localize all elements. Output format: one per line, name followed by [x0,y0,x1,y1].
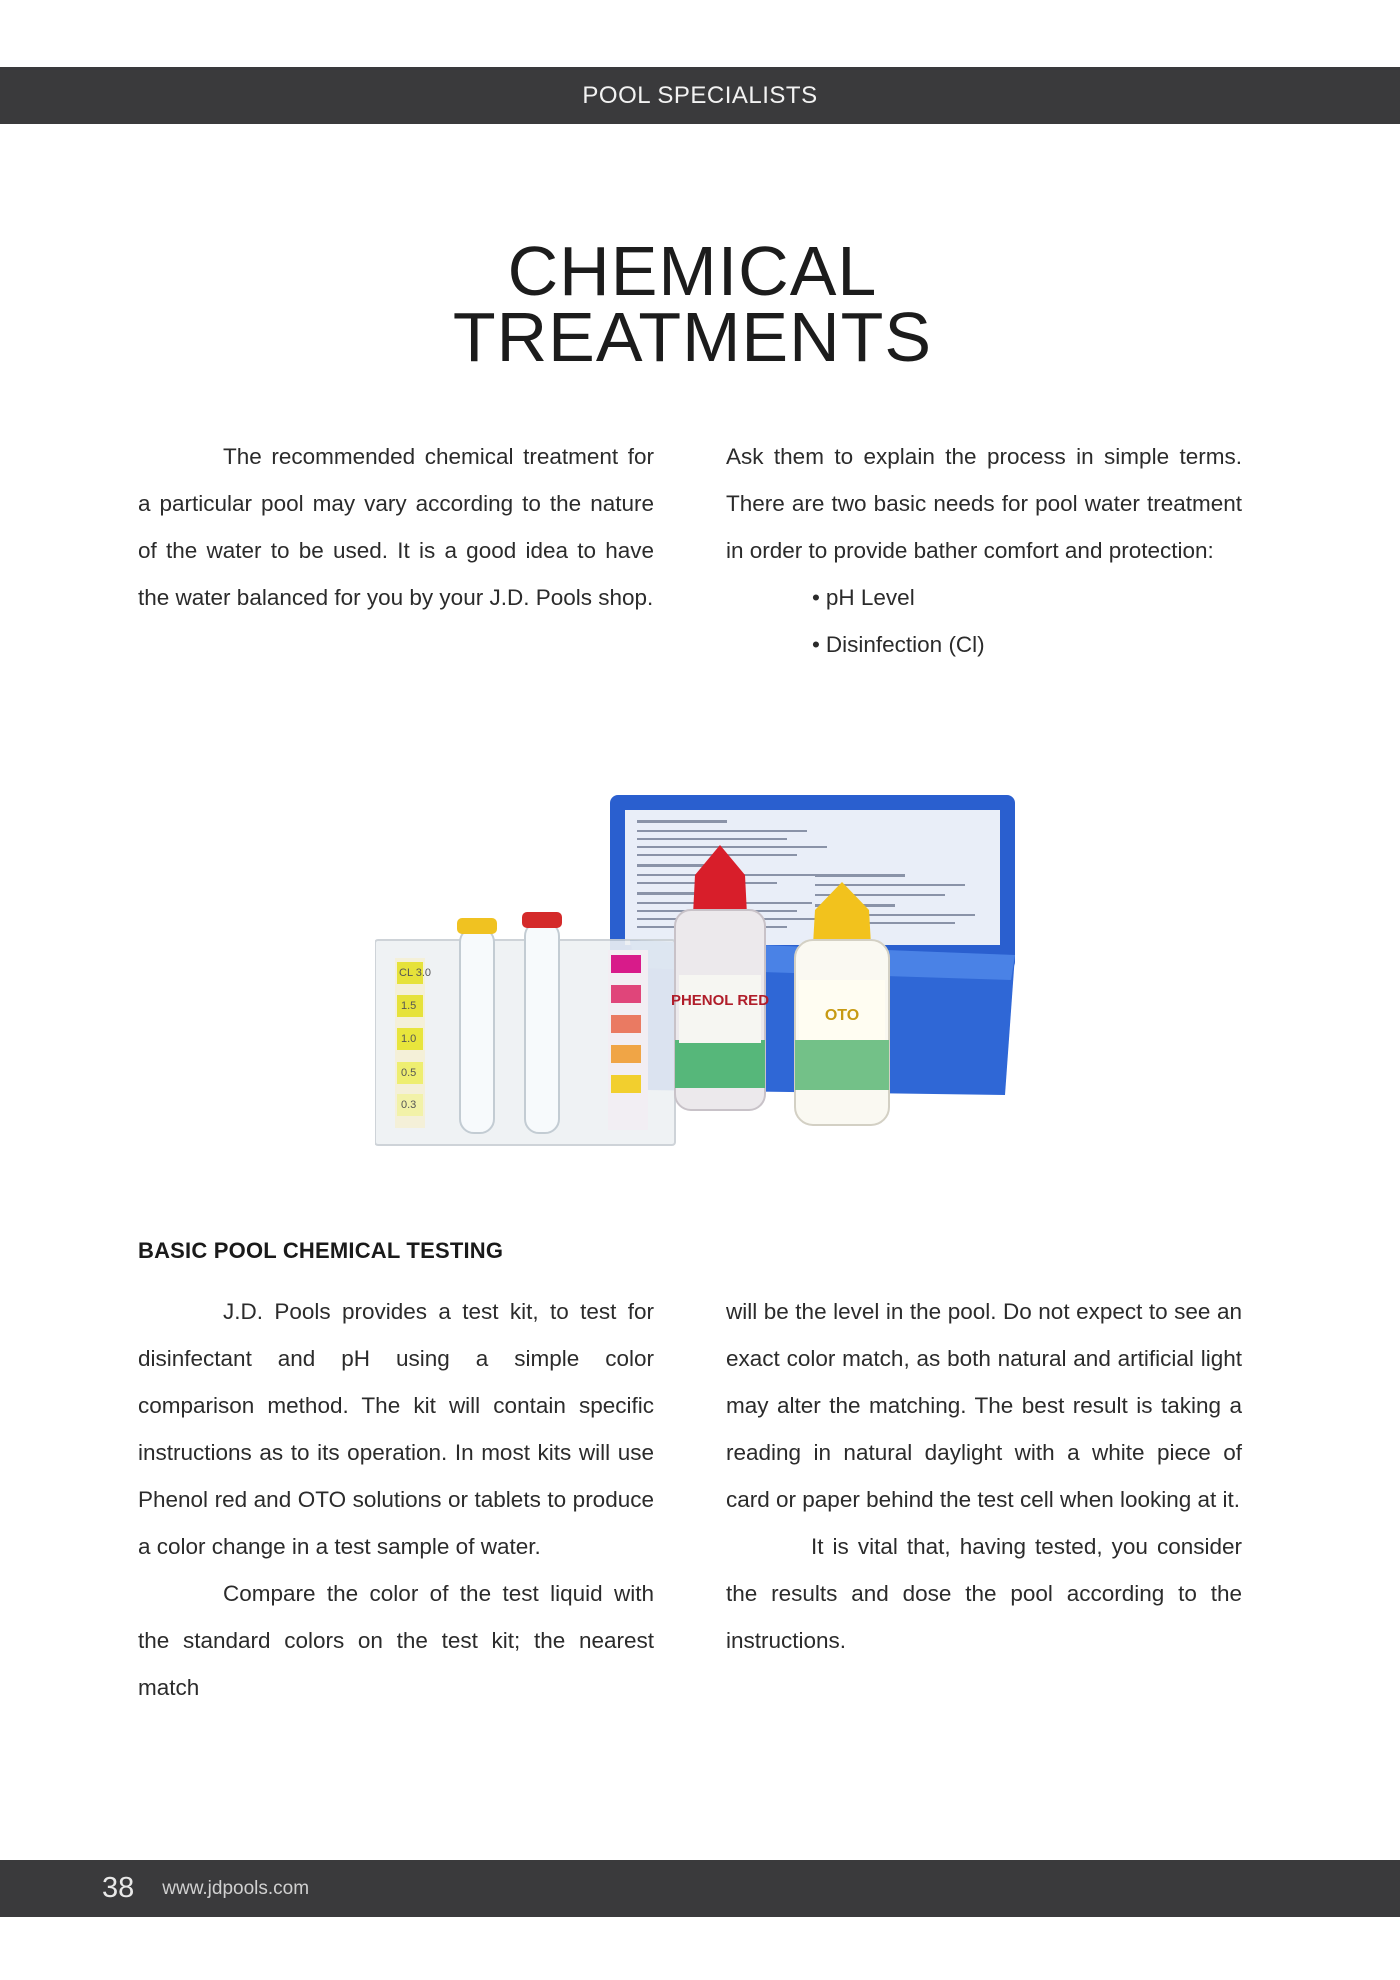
red-cap [522,912,562,928]
title-line-1: CHEMICAL [507,232,878,310]
needs-list [726,574,1242,668]
testing-paragraph-2-start: Compare the color of the test liquid with the standard colors on the test kit; the nearest match [138,1581,654,1700]
testing-paragraph-2-end: will be the level in the pool. Do not expect to see an exact color match, as both natural and artificial light may alter the matching. The best result is taking a reading in natural daylight with a white piece of card or paper behind the test cell when looking at it. [726,1299,1242,1512]
scale-label-0-5: 0.5 [401,1067,417,1079]
intro-paragraph: The recommended chemical treatment for a particular pool may vary according to the nature of the water to be used. It is a good idea to have the water balanced for you by your J.D. Pools shop. [138,444,654,610]
testing-paragraph-3: It is vital that, having tested, you consider the results and dose the pool according to the instructions. [726,1534,1242,1653]
scale-label-1-0: 1.0 [401,1033,417,1045]
section-heading: BASIC POOL CHEMICAL TESTING [138,1238,504,1263]
scale-label-1-5: 1.5 [401,1000,417,1012]
header-bar [0,67,1400,124]
footer-bar [0,1860,1400,1917]
scale-label-0-3: 0.3 [401,1099,417,1111]
ph-scale [608,950,648,1130]
page-title [0,232,1385,376]
page-number: 38 [102,1872,135,1904]
testing-left-column [138,1288,654,1711]
yellow-cap [457,918,497,934]
testing-paragraph-1: J.D. Pools provides a test kit, to test for disinfectant and pH using a simple color comparison method. The kit will contain specific instructions as to its operation. In most kits will use Phenol red and OTO solutions or tablets to produce a color change in a test sample of water. [138,1299,654,1559]
testing-right-column [726,1288,1242,1664]
intro-left-column [138,433,654,621]
needs-paragraph: Ask them to explain the process in simple terms. There are two basic needs for pool water treatment in order to provide bather comfort and protection: [726,444,1242,563]
website-link[interactable]: www.jdpools.com [162,1877,310,1899]
phenol-red-label: PHENOL RED [670,992,770,1009]
header-label: POOL SPECIALISTS [582,81,818,109]
intro-right-column [726,433,1242,668]
scale-label-cl: CL 3.0 [399,967,432,979]
needs-item-ph: • pH Level [812,574,1242,621]
title-line-2: TREATMENTS [452,298,933,376]
needs-item-disinfection: • Disinfection (Cl) [812,621,1242,668]
oto-label: OTO [824,1007,860,1024]
test-kit-photo [375,790,1025,1170]
